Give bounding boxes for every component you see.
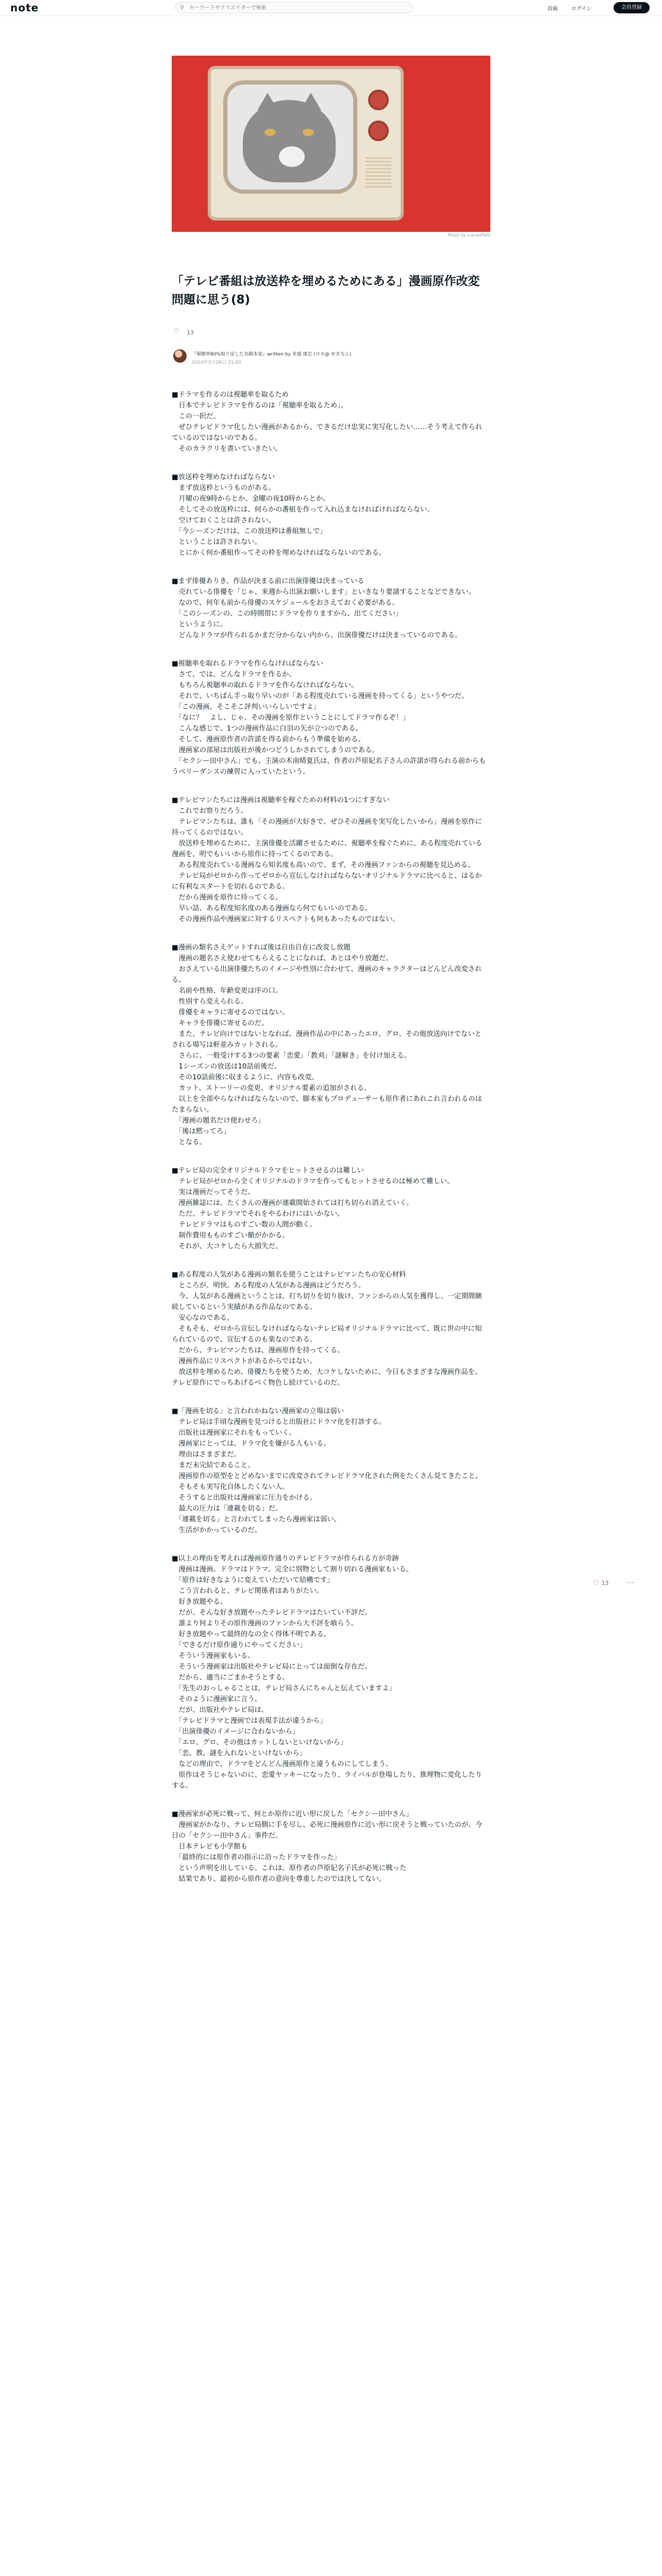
section-heading: ■以上の理由を考えれば漫画原作通りのテレビドラマが作られる方が奇跡	[172, 1555, 399, 1563]
article-title: 「テレビ番組は放送枠を埋めるためにある」漫画原作改変問題に思う(8)	[172, 275, 480, 307]
article-section	[172, 576, 487, 641]
heart-icon[interactable]: ♡	[593, 1580, 600, 1588]
more-options-icon[interactable]: ⋯	[627, 1579, 634, 1587]
paragraph: 漫画の題名さえ使わせてもらえることになれば、あとはやり放題だ。	[172, 955, 393, 962]
paragraph: 日本でテレビドラマを作るのは「視聴率を取るため」。	[172, 402, 348, 410]
paragraph: 漫画作品にリスペクトがあるからではない。	[172, 1358, 317, 1365]
paragraph: ところが、明快。ある程度の人気がある漫画はどうだろう。	[172, 1282, 365, 1290]
paragraph: 「最終的には原作者の指示に沿ったドラマを作った」	[172, 1854, 341, 1861]
paragraph: 原作はそうじゃないのに、恋愛ヤッキーになったり、ライバルが登場したり、推理物に変化したりする。	[172, 1771, 482, 1790]
paragraph: というように。	[172, 621, 227, 629]
paragraph: 「今シーズンだけは、この放送枠は番組無しで」	[172, 528, 327, 535]
paragraph: 「原作は好きなように変えていただいて結構です」	[172, 1577, 334, 1584]
paragraph: 空けておくことは許されない。	[172, 517, 275, 524]
paragraph: 「先生のおっしゃることは、テレビ局さんにちゃんと伝えていますよ」	[172, 1685, 396, 1692]
paragraph: 以上を全部やらなければならないので、脚本家もプロデューサーも原作者にあれこれ言われるのはたまらない。	[172, 1095, 482, 1114]
paragraph: そのカラクリを書いていきたい。	[172, 445, 283, 453]
retro-tv	[208, 66, 404, 221]
article-section	[172, 472, 487, 558]
avatar[interactable]	[173, 349, 187, 363]
paragraph: キャラを俳優に寄せるのだ。	[172, 1020, 269, 1027]
hero-image	[172, 56, 490, 232]
paragraph: 「エロ、グロ、その他はカットしないといけないから」	[172, 1739, 347, 1747]
login-link[interactable]: ログイン	[571, 6, 592, 12]
paragraph: そもそも、ゼロから宣伝しなければならないテレビ局オリジナルドラマに比べて、既に世の中に知られているので、宣伝するのも楽なのである。	[172, 1325, 482, 1344]
paragraph: また、テレビ向けではないとなれば、漫画作品の中にあったエロ、グロ、その他放送向けでないとされる場写は軒並みカットされる。	[172, 1030, 482, 1049]
paragraph: だが、そんな好き放題やったテレビドラマはたいてい不評だ。	[172, 1609, 372, 1617]
paragraph: それで、いちばん手っ取り早いのが「ある程度売れている漫画を持ってくる」というやつだ。	[172, 692, 469, 700]
paragraph: テレビマンたちは、誰も「その漫画が大好きで、ぜひその漫画を実写化したいから」漫画を原作に持ってくるのではない。	[172, 818, 483, 837]
paragraph: などの理由で、ドラマをどんどん漫画原作と違うものにしてしまう。	[172, 1760, 393, 1768]
article-section	[172, 942, 487, 1148]
paragraph: 「このシーズンの、この時間帯にドラマを作りますから、出てください」	[172, 610, 403, 618]
paragraph: そういう漫画家もいる。	[172, 1652, 255, 1660]
photo-credit: Photo by cranedfield	[448, 233, 490, 238]
paragraph: 漫画は漫画。ドラマはドラマ。完全に別物として割り切れる漫画家もいる。	[172, 1566, 413, 1573]
search-input[interactable]	[189, 4, 406, 12]
search-box[interactable]	[175, 2, 412, 13]
floating-like[interactable]	[593, 1580, 609, 1588]
article-section	[172, 389, 487, 454]
paragraph: 結果であり、最初から原作者の意向を尊重したのでは決してない。	[172, 1875, 386, 1883]
paragraph: 生活がかかっているのだ。	[172, 1527, 262, 1534]
paragraph: だから漫画を原作に持ってくる。	[172, 894, 283, 902]
article-section	[172, 795, 487, 925]
paragraph: 誰より何よりその原作漫画のファンから大不評を喰らう。	[172, 1620, 358, 1628]
article-section	[172, 1809, 487, 1885]
section-heading: ■放送枠を埋めなければならない	[172, 473, 275, 481]
paragraph: 漫画原作の原型をとどめないまでに改変されてテレビドラマ化された例をたくさん見てきたこと。	[172, 1472, 483, 1480]
paragraph: 1シーズンの放送は10話前後だ。	[172, 1063, 282, 1071]
paragraph: 好き放題やる。	[172, 1598, 227, 1606]
article-section	[172, 1406, 487, 1536]
section-heading: ■ドラマを作るのは視聴率を取るため	[172, 391, 289, 399]
top-header	[0, 0, 662, 16]
heart-icon[interactable]: ♡	[173, 328, 180, 336]
paragraph: 「連載を切る」と言われてしまったら漫画家は弱い。	[172, 1516, 341, 1523]
paragraph: その10話前後に収まるように、内容も改変。	[172, 1074, 319, 1081]
article-section	[172, 1165, 487, 1252]
paragraph: 売れている俳優を「じゃ、来週から出演お願いします」といきなり要請することなどできない。	[172, 588, 476, 596]
paragraph: 「出演俳優のイメージに合わないから」	[172, 1728, 300, 1736]
paragraph: まず放送枠というものがある。	[172, 484, 275, 492]
paragraph: これでお察りだろう。	[172, 807, 248, 815]
paragraph: 「テレビドラマと漫画では表現手法が違うから」	[172, 1717, 327, 1725]
paragraph: テレビ局がゼロから全くオリジナルのドラマを作ってもヒットさせるのは極めて難しい。	[172, 1178, 454, 1185]
paragraph: という声明を出している。これは、原作者の芦原妃名子氏が必死に戦った	[172, 1865, 407, 1872]
paragraph: どんなドラマが作られるかまだ分からない内から、出演俳優だけは決まっているのである。	[172, 632, 462, 639]
paragraph: おさえている出演俳優たちのイメージや性別に合わせて、漫画のキャラクターはどんどん改変される。	[172, 965, 482, 984]
section-heading: ■テレビマンたちには漫画は視聴率を稼ぐための材料の1つにすぎない	[172, 796, 390, 804]
paragraph: 制作費用もものすごい額がかかる。	[172, 1232, 289, 1240]
paragraph: 今、人気がある漫画ということは、打ち切りを切り抜け、ファンからの人気を獲得し、一定期間継続しているという実績がある作品なのである。	[172, 1293, 482, 1311]
paragraph: 「この漫画、そこそこ評判いいらしいですよ」	[172, 703, 320, 711]
paragraph: なので、何年も前から俳優のスケジュールをおさえておく必要がある。	[172, 599, 399, 607]
paragraph: そしてその放送枠には、何らかの番組を作って入れ込まなければければならない。	[172, 506, 434, 514]
paragraph: 「セクシー田中さん」でも、主演の木南晴夏氏は、作者の芦原妃名子さんの許諾が得られる前からもうベリーダンスの練習に入っていたという。	[172, 757, 486, 776]
signup-button[interactable]: 会員登録	[614, 2, 650, 13]
paragraph: 日本テレビも小学館も	[172, 1843, 248, 1851]
paragraph: 放送枠を埋めるため、俳優たちを使うため、大コケしないために、今日もさまざまな漫画作品を、テレビ原作にでっちあげるべく物色し続けているのだ。	[172, 1368, 482, 1387]
paragraph: 漫画家がかなり、テレビ局側に手を尽し、必死に漫画原作に近い形に戻そうと戦っていたのが、今日の「セクシー田中さん」事件だ。	[172, 1821, 483, 1840]
paragraph: さて、では、どんなドラマを作るか。	[172, 671, 296, 679]
paragraph: ということは許されない。	[172, 538, 262, 546]
section-heading: ■漫画の類名さえゲットすれば後は自由自在に改変し放題	[172, 944, 351, 952]
paragraph: そのように漫画家に言う。	[172, 1696, 262, 1703]
paragraph: 「できるだけ原作通りにやってください」	[172, 1641, 307, 1649]
paragraph: 性別すら変えられる。	[172, 998, 248, 1006]
section-heading: ■ある程度の人気がある漫画の類名を使うことはテレビマンたちの安心材料	[172, 1271, 406, 1279]
author-name[interactable]: 『視聴率80%取り戻した名脚本家』written by 米盛 康宏 (ヨネ@ せきなん)	[192, 352, 352, 357]
paragraph: 漫画雑誌には、たくさんの漫画が連載開始されては打ち切られ消えていく。	[172, 1199, 413, 1207]
section-heading: ■「漫画を切る」と言われかねない漫画家の立場は弱い	[172, 1408, 344, 1415]
paragraph: 好き放題やって最終的なの全く得体不明である。	[172, 1631, 330, 1638]
post-link[interactable]: 投稿	[548, 6, 558, 12]
paragraph: ただ、テレビドラマでそれをやるわけにはいかない。	[172, 1210, 344, 1218]
article-section	[172, 1269, 487, 1388]
paragraph: まだ未完結であること。	[172, 1462, 255, 1469]
publish-date: 2024年5月26日 21:00	[192, 360, 241, 365]
paragraph: とにかく何か番組作ってその枠を埋めなければならないのである。	[172, 549, 386, 557]
like-count: 13	[187, 329, 194, 336]
paragraph: それが、大コケしたら大損失だ。	[172, 1243, 283, 1250]
paragraph: となる。	[172, 1139, 206, 1146]
paragraph: 早い話、ある程度知名度のある漫画なら何でもいいのである。	[172, 905, 372, 912]
paragraph: 月曜の夜9時からとか、金曜の夜10時からとか。	[172, 495, 330, 503]
paragraph: この一択だ。	[172, 413, 220, 420]
paragraph: だから、適当にごまかそうとする。	[172, 1674, 289, 1682]
paragraph: ある程度売れている漫画なら知名度も高いので、まず、その漫画ファンからの視聴を見込める。	[172, 861, 475, 869]
paragraph: 「なに？ よし、じゃ、その漫画を原作ということにしてドラマ作るぞ！」	[172, 714, 410, 722]
section-heading: ■テレビ局の完全オリジナルドラマをヒットさせるのは難しい	[172, 1167, 364, 1175]
paragraph: 出版社は漫画家にそれをもっていく。	[172, 1429, 296, 1437]
note-logo[interactable]: note	[10, 2, 39, 14]
paragraph: テレビ局がゼロから作ってゼロから宣伝しなければならないオリジナルドラマに比べると、はるかに有利なスタートを切れるのである。	[172, 872, 482, 891]
paragraph: 俳優をキャラに寄せるのではない。	[172, 1009, 289, 1016]
paragraph: 「恋、教、謎を入れないといけないから」	[172, 1750, 307, 1757]
floating-like-count: 13	[601, 1580, 609, 1586]
paragraph: だから、テレビマンたちは、漫画原作を持ってくる。	[172, 1347, 344, 1354]
paragraph: 安心なのである。	[172, 1314, 234, 1322]
paragraph: 「後は黙ってろ」	[172, 1128, 230, 1136]
paragraph: そして、漫画原作者の許諾を得る前からもう準備を始める。	[172, 736, 365, 743]
paragraph: こんな感じで、1つの漫画作品に白羽の矢が立つのである。	[172, 725, 362, 733]
article-section	[172, 1553, 487, 1791]
paragraph: もちろん視聴率の取れるドラマを作らなければならない。	[172, 682, 358, 689]
paragraph: 最大の圧力は「連載を切る」だ。	[172, 1505, 283, 1513]
paragraph: だが、出版社やテレビ局は、	[172, 1706, 269, 1714]
section-heading: ■視聴率を取れるドラマを作らなければならない	[172, 660, 323, 668]
article-body	[172, 389, 487, 1902]
paragraph: 「漫画の題名だけ使わせろ」	[172, 1117, 265, 1125]
paragraph: カット、ストーリーの変更、オリジナル要素の追加がされる。	[172, 1084, 371, 1092]
paragraph: 名前や性格、年齢変更は序の口。	[172, 987, 283, 995]
section-heading: ■まず俳優ありき。作品が決まる前に出演俳優は決まっている	[172, 578, 365, 585]
paragraph: そういう漫画家は出版社やテレビ局にとっては面倒な存在だ。	[172, 1663, 372, 1671]
paragraph: ぜひテレビドラマ化したい漫画があるから、できるだけ忠実に実写化したい……そう考えて作られているのではないのである。	[172, 423, 483, 442]
article-section	[172, 658, 487, 777]
paragraph: 実は漫画だってそうだ。	[172, 1189, 255, 1196]
section-heading: ■漫画家が必死に戦って、何とか原作に近い形に戻した「セクシー田中さん」	[172, 1810, 413, 1818]
paragraph: その漫画作品や漫画家に対するリスペクトも何もあったものではない。	[172, 916, 400, 923]
paragraph: 漫画家の部屋は出版社が後かつどうしかされてしまうのである。	[172, 747, 379, 754]
paragraph: 放送枠を埋めるために、主演俳優を活躍させるために、視聴率を稼ぐために、ある程度売れている漫画を、明でもいいから原作に持ってくるのである。	[172, 840, 483, 858]
paragraph: さらに、一般受けする3つの要素「恋愛」「教刈」「謎解き」を付け加える。	[172, 1052, 411, 1060]
search-icon: ⚲	[180, 4, 185, 11]
author-row	[173, 348, 493, 369]
paragraph: そうすると出版社は漫画家に圧力をかける。	[172, 1494, 317, 1502]
paragraph: 理由はさまざまだ。	[172, 1451, 241, 1459]
paragraph: テレビドラマはものすごい数の人間が動く。	[172, 1221, 317, 1229]
paragraph: こう言われると、テレビ関係者はありがたい。	[172, 1587, 324, 1595]
paragraph: テレビ局は手頃な漫画を見つけると出版社にドラマ化を打診する。	[172, 1418, 386, 1426]
paragraph: そもそも実写化自体したくない人。	[172, 1483, 289, 1491]
paragraph: 漫画家にとっては、ドラマ化を嫌がる人もいる。	[172, 1440, 330, 1448]
